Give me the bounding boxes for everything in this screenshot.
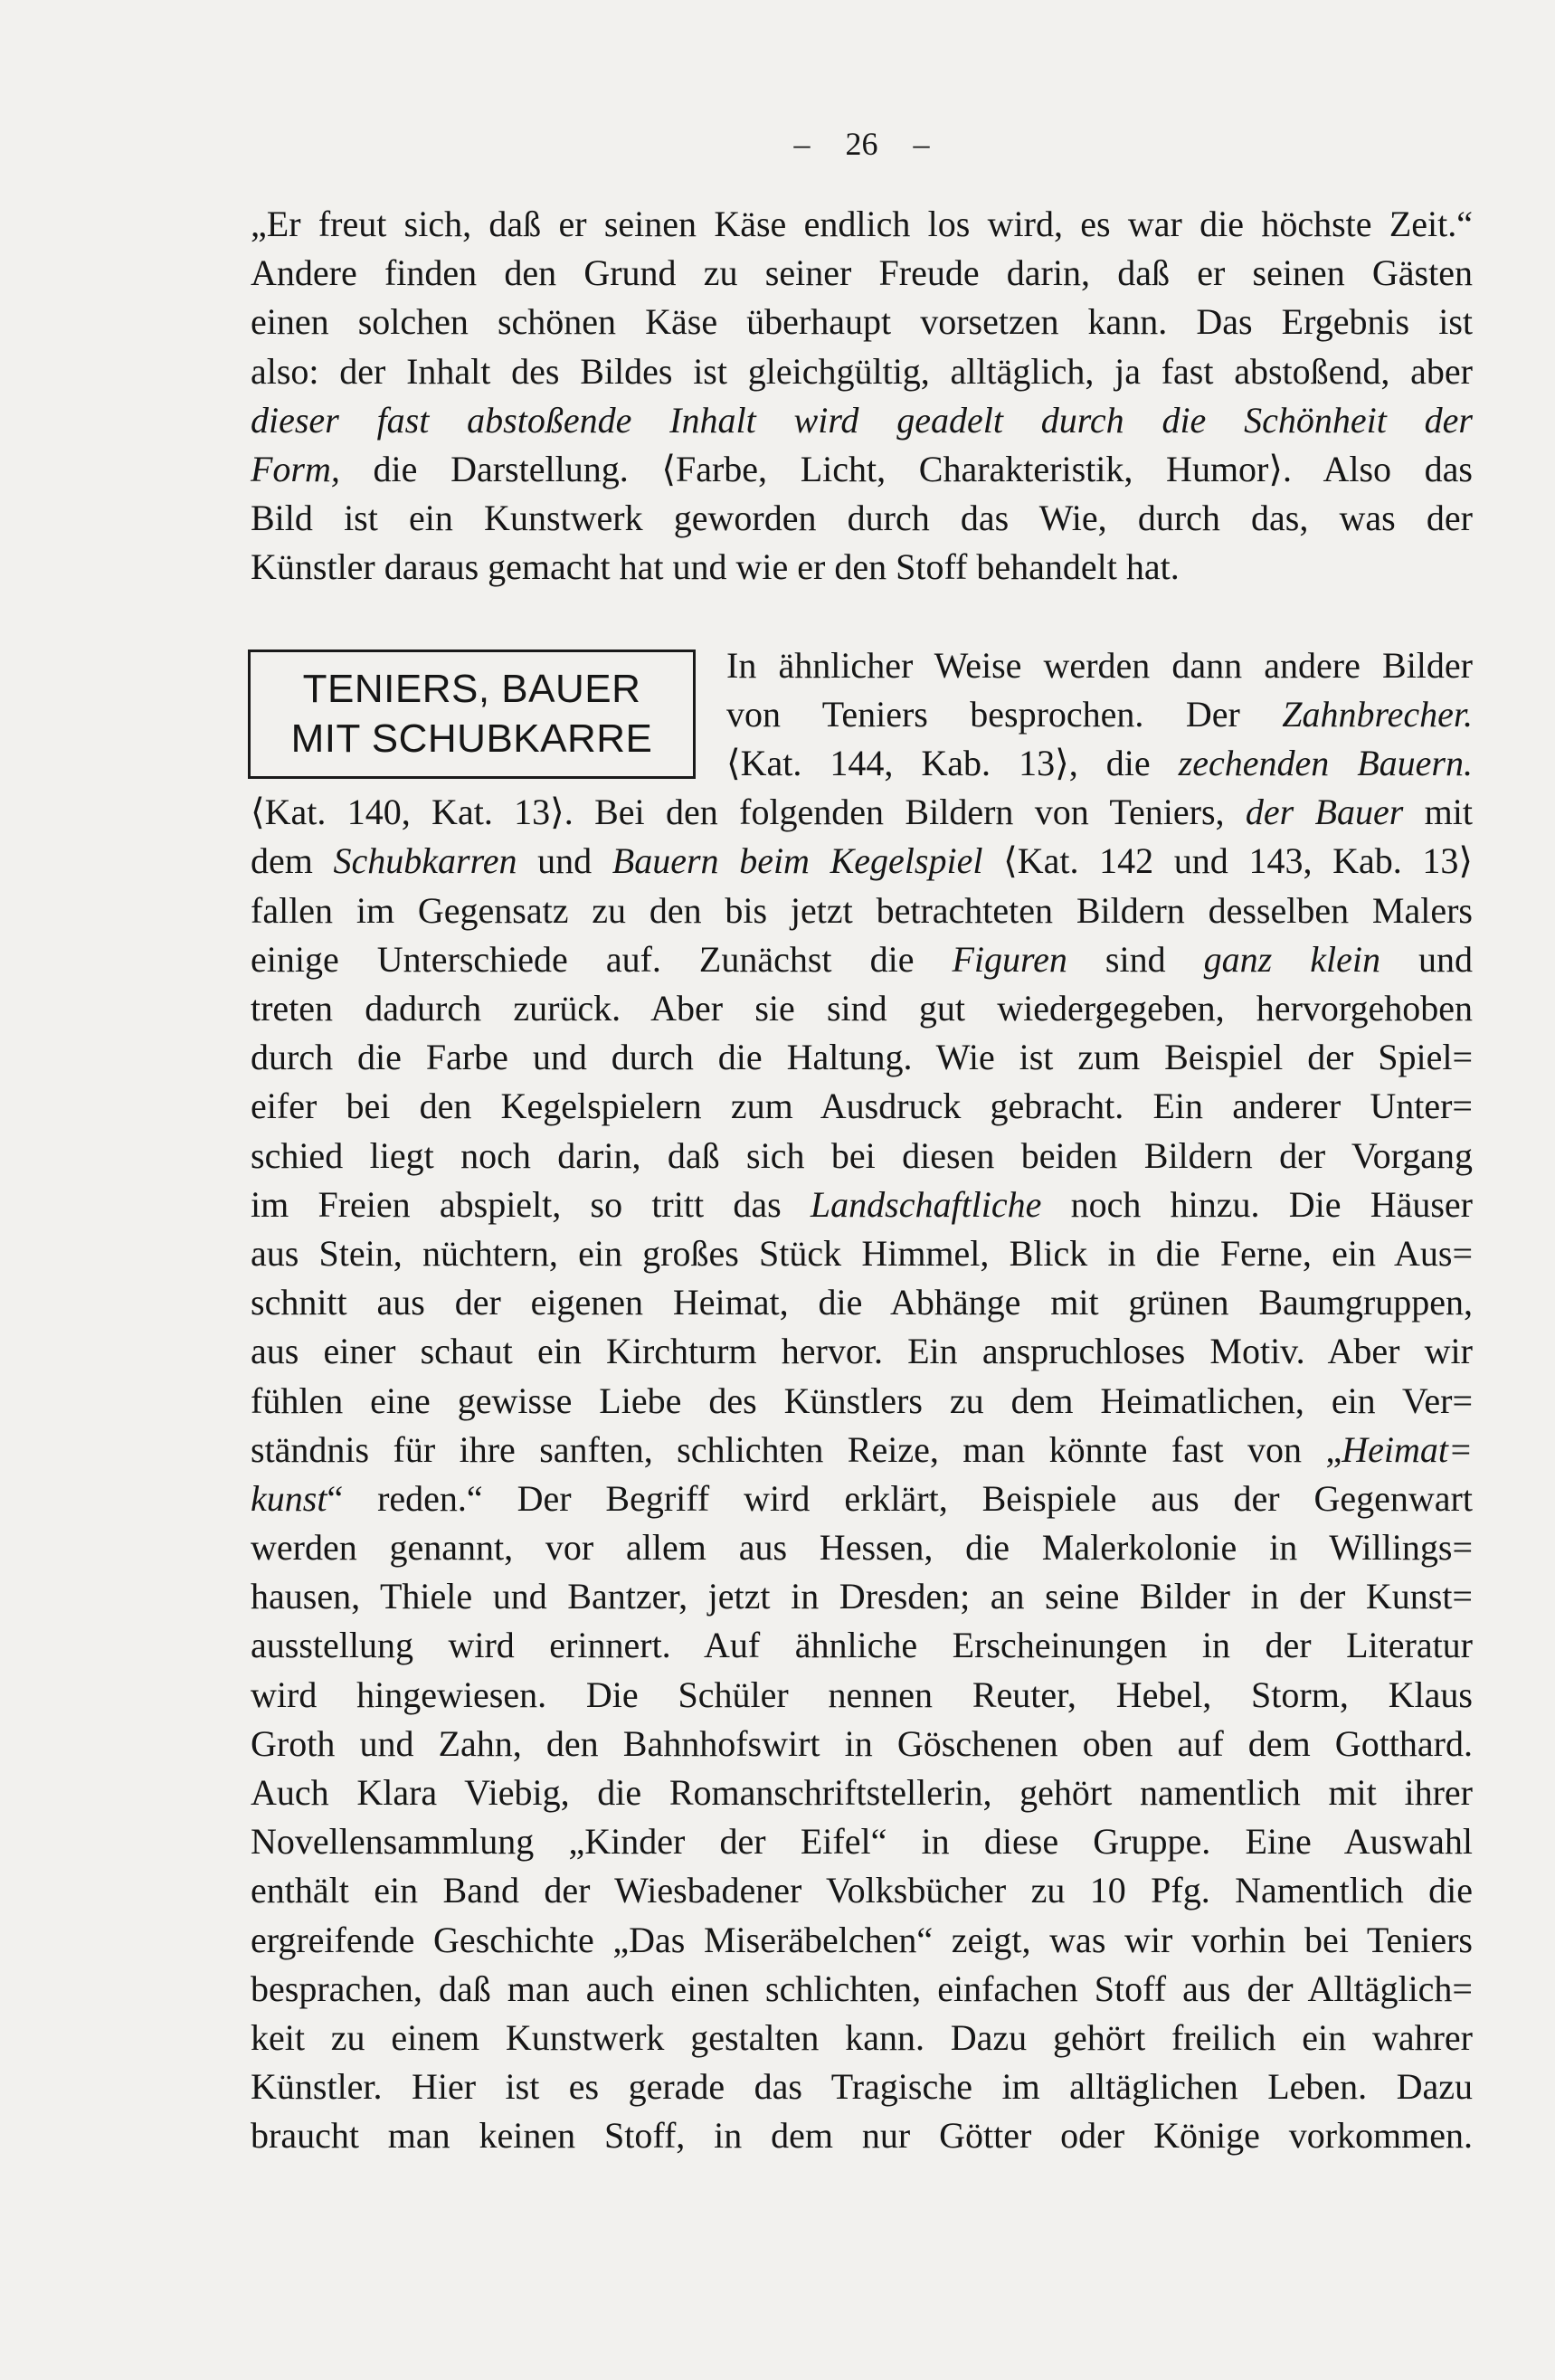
text-line bbox=[251, 887, 1473, 935]
text-run: also: der Inhalt des Bildes ist gleichgültig, alltäglich, ja fast abstoßend, aber bbox=[251, 350, 1473, 392]
text-run: noch hinzu. Die Häuser bbox=[1041, 1183, 1474, 1225]
text-run: und bbox=[1380, 938, 1474, 980]
emphasized-text: kunst bbox=[251, 1477, 327, 1519]
text-line bbox=[726, 641, 1473, 690]
text-line bbox=[251, 1768, 1473, 1817]
emphasized-text: dieser fast abstoßende Inhalt wird geadelt durch die Schönheit der bbox=[251, 399, 1473, 441]
text-line bbox=[251, 1181, 1473, 1229]
text-run: „Er freut sich, daß er seinen Käse endlich los wird, es war die höchste Zeit.“ bbox=[251, 204, 1473, 244]
text-line bbox=[726, 690, 1473, 739]
emphasized-text: Zahnbrecher. bbox=[1282, 693, 1473, 735]
emphasized-text: Schubkarren bbox=[333, 840, 517, 882]
text-line bbox=[251, 2014, 1473, 2062]
text-line bbox=[251, 788, 1473, 837]
text-line bbox=[251, 1426, 1473, 1474]
text-run: Andere finden den Grund zu seiner Freude darin, daß er seinen Gästen bbox=[251, 252, 1473, 294]
text-run: schnitt aus der eigenen Heimat, die Abhänge mit grünen Baumgruppen, bbox=[251, 1282, 1473, 1323]
text-line bbox=[251, 1817, 1473, 1866]
text-line bbox=[251, 543, 1473, 592]
text-run: Künstler. Hier ist es gerade das Tragische im alltäglichen Leben. Dazu bbox=[251, 2066, 1473, 2108]
text-run: ⟨Kat. 144, Kab. 13⟩, die bbox=[726, 743, 1179, 784]
text-line bbox=[251, 1033, 1473, 1082]
paragraph-beside-heading bbox=[726, 641, 1473, 789]
text-run: “ reden.“ Der Begriff wird erklärt, Beispiele aus der Gegenwart bbox=[327, 1477, 1473, 1519]
text-line bbox=[251, 1572, 1473, 1621]
paragraph bbox=[251, 200, 1473, 593]
marginal-heading-box bbox=[248, 650, 696, 779]
paragraph bbox=[251, 788, 1473, 2160]
text-run: aus einer schaut ein Kirchturm hervor. Ein anspruchloses Motiv. Aber wir bbox=[251, 1331, 1473, 1372]
text-line bbox=[251, 1965, 1473, 2014]
text-run: sind bbox=[1067, 938, 1204, 980]
text-run: durch die Farbe und durch die Haltung. Wie ist zum Beispiel der Spiel= bbox=[251, 1037, 1473, 1078]
text-line bbox=[251, 1866, 1473, 1915]
text-run: treten dadurch zurück. Aber sie sind gut wiedergegeben, hervorgehoben bbox=[251, 988, 1473, 1029]
emphasized-text: der Bauer bbox=[1245, 792, 1404, 833]
emphasized-text: Figuren bbox=[952, 938, 1067, 980]
text-line bbox=[251, 1916, 1473, 1965]
text-run: mit bbox=[1403, 792, 1474, 833]
text-line bbox=[251, 2062, 1473, 2111]
text-run: ⟨Kat. 140, Kat. 13⟩. Bei den folgenden Bildern von Teniers, bbox=[251, 792, 1246, 833]
text-run: wird hingewiesen. Die Schüler nennen Reuter, Hebel, Storm, Klaus bbox=[251, 1674, 1473, 1715]
text-line bbox=[251, 837, 1473, 886]
text-run: aus Stein, nüchtern, ein großes Stück Himmel, Blick in die Ferne, ein Aus= bbox=[251, 1232, 1473, 1274]
emphasized-text: Heimat= bbox=[1342, 1428, 1473, 1470]
text-line bbox=[251, 396, 1473, 445]
text-run: dem bbox=[251, 840, 334, 882]
text-run: braucht man keinen Stoff, in dem nur Götter oder Könige vorkommen. bbox=[251, 2115, 1473, 2157]
text-run: fühlen eine gewisse Liebe des Künstlers zu dem Heimatlichen, ein Ver= bbox=[251, 1380, 1473, 1421]
text-line bbox=[251, 1720, 1473, 1768]
emphasized-text: Bauern beim Kegelspiel bbox=[612, 840, 983, 882]
text-line bbox=[251, 1377, 1473, 1426]
text-run: von Teniers besprochen. Der bbox=[726, 693, 1283, 735]
text-block bbox=[251, 200, 1473, 2161]
text-run: hausen, Thiele und Bantzer, jetzt in Dresden; an seine Bilder in der Kunst= bbox=[251, 1576, 1473, 1617]
text-line bbox=[251, 1229, 1473, 1278]
heading-line: MIT SCHUBKARRE bbox=[290, 716, 653, 762]
text-run: werden genannt, vor allem aus Hessen, die Malerkolonie in Willings= bbox=[251, 1527, 1473, 1569]
emphasized-text: ganz klein bbox=[1203, 938, 1380, 980]
text-run: und bbox=[517, 840, 612, 882]
text-run: besprachen, daß man auch einen schlichten, einfachen Stoff aus der Alltäglich= bbox=[251, 1968, 1473, 2009]
text-run: Novellensammlung „Kinder der Eifel“ in diese Gruppe. Eine Auswahl bbox=[251, 1821, 1473, 1863]
text-line bbox=[251, 200, 1473, 249]
text-run: ständnis für ihre sanften, schlichten Reize, man könnte fast von „ bbox=[251, 1428, 1342, 1470]
text-run: schied liegt noch darin, daß sich bei diesen beiden Bildern der Vorgang bbox=[251, 1134, 1473, 1176]
text-run: enthält ein Band der Wiesbadener Volksbücher zu 10 Pfg. Namentlich die bbox=[251, 1870, 1473, 1911]
text-run: ausstellung wird erinnert. Auf ähnliche Erscheinungen in der Literatur bbox=[251, 1625, 1473, 1666]
text-run: fallen im Gegensatz zu den bis jetzt betrachteten Bildern desselben Malers bbox=[251, 889, 1473, 931]
emphasized-text: Landschaftliche bbox=[810, 1183, 1042, 1225]
text-run: einige Unterschiede auf. Zunächst die bbox=[251, 938, 953, 980]
text-line bbox=[251, 494, 1473, 543]
text-run: keit zu einem Kunstwerk gestalten kann. Dazu gehört freilich ein wahrer bbox=[251, 2016, 1473, 2058]
text-line bbox=[251, 1671, 1473, 1720]
text-run: eifer bei den Kegelspielern zum Ausdruck gebracht. Ein anderer Unter= bbox=[251, 1086, 1473, 1127]
emphasized-text: Form, bbox=[251, 448, 340, 489]
text-line bbox=[251, 984, 1473, 1033]
text-line bbox=[251, 1621, 1473, 1670]
text-line bbox=[251, 1132, 1473, 1181]
text-run: ergreifende Geschichte „Das Miseräbelchen“ zeigt, was wir vorhin bei Teniers bbox=[251, 1919, 1473, 1960]
text-run: In ähnlicher Weise werden dann andere Bilder bbox=[726, 644, 1473, 686]
text-line bbox=[251, 935, 1473, 984]
emphasized-text: zechenden Bauern. bbox=[1178, 743, 1473, 784]
text-run: ⟨Kat. 142 und 143, Kab. 13⟩ bbox=[982, 840, 1474, 882]
text-run: Bild ist ein Kunstwerk geworden durch das Wie, durch das, was der bbox=[251, 498, 1473, 539]
heading-row bbox=[251, 641, 1473, 789]
heading-line: TENIERS, BAUER bbox=[302, 667, 641, 712]
paragraph-gap bbox=[251, 593, 1473, 641]
text-line bbox=[251, 347, 1473, 396]
text-run: die Darstellung. ⟨Farbe, Licht, Charakteristik, Humor⟩. Also das bbox=[339, 448, 1473, 489]
text-line bbox=[251, 1278, 1473, 1327]
page-number: – 26 – bbox=[793, 126, 930, 162]
text-line bbox=[251, 1082, 1473, 1131]
text-run: Künstler daraus gemacht hat und wie er den Stoff behandelt hat. bbox=[251, 546, 1180, 588]
text-line bbox=[251, 298, 1473, 346]
text-line bbox=[251, 445, 1473, 494]
text-run: einen solchen schönen Käse überhaupt vorsetzen kann. Das Ergebnis ist bbox=[251, 301, 1473, 343]
text-run: Auch Klara Viebig, die Romanschriftstellerin, gehört namentlich mit ihrer bbox=[251, 1772, 1473, 1814]
text-line bbox=[251, 1474, 1473, 1523]
text-line bbox=[251, 1523, 1473, 1572]
text-run: Groth und Zahn, den Bahnhofswirt in Göschenen oben auf dem Gotthard. bbox=[251, 1722, 1473, 1764]
text-line bbox=[251, 249, 1473, 298]
text-line bbox=[251, 2111, 1473, 2160]
text-run: im Freien abspielt, so tritt das bbox=[251, 1183, 811, 1225]
text-line bbox=[726, 739, 1473, 788]
text-line bbox=[251, 1327, 1473, 1376]
